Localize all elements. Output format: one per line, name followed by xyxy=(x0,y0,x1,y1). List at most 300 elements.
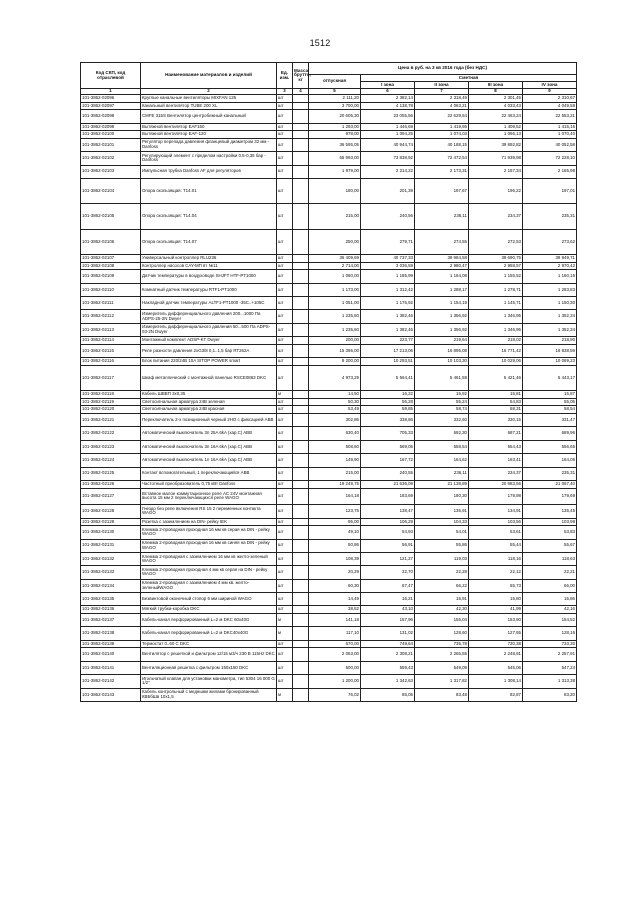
row-mass xyxy=(293,593,309,606)
row-release-price: 302,86 xyxy=(309,414,361,427)
row-zone-3-price: 2 301,45 xyxy=(469,95,523,103)
header-zone-1: I зона xyxy=(361,82,415,89)
row-zone-2-price: 1 356,92 xyxy=(415,310,469,323)
row-code: 101-3862-02096 xyxy=(81,95,141,103)
row-unit: шт xyxy=(277,123,293,131)
table-row xyxy=(81,566,577,579)
row-zone-2-price: 1 154,19 xyxy=(415,297,469,310)
row-unit: шт xyxy=(277,323,293,336)
table-row xyxy=(81,614,577,627)
row-code: 101-3862-02116 xyxy=(81,358,141,366)
row-zone-3-price: 178,98 xyxy=(469,488,523,505)
row-mass xyxy=(293,178,309,203)
row-mass xyxy=(293,131,309,139)
table-row xyxy=(81,178,577,203)
row-name: Вставное малое коммутационное реле AC 24V монтажная высота 15 мм 2 переключающихся реле WAGO xyxy=(141,488,277,505)
row-name: CMFE 315S Вентилятор центробежный канальный xyxy=(141,110,277,123)
row-name: Светосигнальная арматура 24В зеленая xyxy=(141,398,277,406)
row-name: Частотный преобразователь 0,75 кВт Danfoss xyxy=(141,480,277,488)
row-mass xyxy=(293,283,309,296)
row-zone-3-price: 330,15 xyxy=(469,414,523,427)
row-name: Измеритель дифференциального давления 200...1000 Па ADPS-25-2N Dwyer xyxy=(141,310,277,323)
table-row xyxy=(81,358,577,366)
row-release-price: 250,00 xyxy=(309,229,361,254)
table-row xyxy=(81,255,577,263)
row-zone-4-price: 1 160,15 xyxy=(523,270,577,283)
row-code: 101-3862-02138 xyxy=(81,627,141,640)
row-name: Опора скользящая: Т14.01 xyxy=(141,178,277,203)
row-mass xyxy=(293,391,309,399)
row-zone-1-price: 40 737,33 xyxy=(361,255,415,263)
row-mass xyxy=(293,337,309,345)
row-zone-3-price: 103,56 xyxy=(469,518,523,526)
row-zone-1-price: 157,96 xyxy=(361,614,415,627)
row-name: Канальный вентилятор TUBE 200 XL xyxy=(141,102,277,110)
row-unit: шт xyxy=(277,454,293,467)
row-mass xyxy=(293,467,309,480)
row-zone-3-price: 16 771,42 xyxy=(469,344,523,357)
row-zone-2-price: 155,04 xyxy=(415,614,469,627)
row-zone-3-price: 2 248,91 xyxy=(469,648,523,661)
row-zone-3-price: 134,91 xyxy=(469,505,523,518)
row-zone-4-price: 55,05 xyxy=(523,398,577,406)
row-zone-3-price: 20 983,56 xyxy=(469,480,523,488)
row-release-price: 978,00 xyxy=(309,131,361,139)
row-name: Блок питания 220/24В 10A SITOP POWER smart xyxy=(141,358,277,366)
row-unit: шт xyxy=(277,110,293,123)
row-zone-2-price: 1 164,08 xyxy=(415,270,469,283)
row-release-price: 200,00 xyxy=(309,337,361,345)
row-zone-1-price: 22,70 xyxy=(361,566,415,579)
row-zone-1-price: 73 838,92 xyxy=(361,152,415,165)
row-zone-3-price: 1 346,95 xyxy=(469,323,523,336)
row-code: 101-3862-02102 xyxy=(81,152,141,165)
row-zone-2-price: 549,09 xyxy=(415,661,469,674)
table-row xyxy=(81,661,577,674)
row-mass xyxy=(293,262,309,270)
row-release-price: 108,39 xyxy=(309,552,361,565)
table-row xyxy=(81,552,577,565)
row-mass xyxy=(293,358,309,366)
row-zone-4-price: 547,24 xyxy=(523,661,577,674)
row-zone-3-price: 127,65 xyxy=(469,627,523,640)
row-name: Датчик температуры в воздуховоде SHJFT HTF-PT1000 xyxy=(141,270,277,283)
row-zone-1-price: 2 308,21 xyxy=(361,648,415,661)
row-mass xyxy=(293,427,309,440)
row-code: 101-3862-02112 xyxy=(81,310,141,323)
row-code: 101-3862-02100 xyxy=(81,131,141,139)
row-zone-2-price: 2 318,49 xyxy=(415,95,469,103)
row-mass xyxy=(293,323,309,336)
row-name: Накладной датчик температуры ALTF1-PT1000 -35C..+105C xyxy=(141,297,277,310)
row-unit: шт xyxy=(277,365,293,390)
row-zone-2-price: 119,03 xyxy=(415,552,469,565)
row-release-price: 65 993,00 xyxy=(309,152,361,165)
row-mass xyxy=(293,566,309,579)
row-zone-2-price: 180,30 xyxy=(415,488,469,505)
row-zone-2-price: 332,60 xyxy=(415,414,469,427)
row-name: Автоматический выключатель 1п 16A 6kA (хар.C) ABB xyxy=(141,454,277,467)
row-release-price: 36 409,69 xyxy=(309,255,361,263)
row-name: Клемма 2-проводная с заземлением 16 мм кв желто-зеленый WAGO xyxy=(141,552,277,565)
row-release-price: 141,18 xyxy=(309,614,361,627)
table-row xyxy=(81,505,577,518)
row-zone-4-price: 40 052,58 xyxy=(523,138,577,151)
row-zone-3-price: 55,44 xyxy=(469,539,523,552)
row-unit: шт xyxy=(277,640,293,648)
row-zone-3-price: 687,21 xyxy=(469,427,523,440)
row-zone-1-price: 1 382,46 xyxy=(361,323,415,336)
row-code: 101-3862-02115 xyxy=(81,344,141,357)
row-zone-3-price: 39 690,75 xyxy=(469,255,523,263)
row-zone-4-price: 4 049,58 xyxy=(523,102,577,110)
row-name: Вентиляционная решетка с фильтром 150x150 DKC xyxy=(141,661,277,674)
row-code: 101-3862-02119 xyxy=(81,398,141,406)
row-release-price: 117,10 xyxy=(309,627,361,640)
row-unit: шт xyxy=(277,661,293,674)
row-zone-3-price: 39 892,82 xyxy=(469,138,523,151)
row-release-price: 36 595,05 xyxy=(309,138,361,151)
row-zone-4-price: 2 257,91 xyxy=(523,648,577,661)
row-zone-3-price: 71 939,98 xyxy=(469,152,523,165)
row-mass xyxy=(293,675,309,688)
row-mass xyxy=(293,102,309,110)
row-unit: шт xyxy=(277,262,293,270)
row-zone-2-price: 1 074,03 xyxy=(415,131,469,139)
row-zone-2-price: 1 317,82 xyxy=(415,675,469,688)
row-zone-1-price: 167,72 xyxy=(361,454,415,467)
row-zone-2-price: 692,30 xyxy=(415,427,469,440)
row-zone-2-price: 2 265,55 xyxy=(415,648,469,661)
row-zone-2-price: 2 980,47 xyxy=(415,262,469,270)
header-index: 8 xyxy=(469,89,523,95)
row-mass xyxy=(293,648,309,661)
row-unit: шт xyxy=(277,488,293,505)
row-zone-4-price: 179,69 xyxy=(523,488,577,505)
row-zone-1-price: 85,05 xyxy=(361,688,415,701)
row-zone-1-price: 121,27 xyxy=(361,552,415,565)
row-mass xyxy=(293,229,309,254)
row-zone-1-price: 1 382,46 xyxy=(361,310,415,323)
row-zone-3-price: 22 463,24 xyxy=(469,110,523,123)
row-zone-4-price: 72 228,10 xyxy=(523,152,577,165)
row-code: 101-3862-02104 xyxy=(81,178,141,203)
table-row xyxy=(81,539,577,552)
row-zone-4-price: 15,87 xyxy=(523,391,577,399)
row-unit: шт xyxy=(277,539,293,552)
row-name: Гнездо без реле включения RS 15 2 переменных контакта WAGO xyxy=(141,505,277,518)
row-name: Регулирующий элемент с пределом настройки 0.5-0,35 бар - Danfoss xyxy=(141,152,277,165)
row-zone-4-price: 10 069,23 xyxy=(523,358,577,366)
row-unit: шт xyxy=(277,310,293,323)
row-zone-1-price: 59,85 xyxy=(361,406,415,414)
row-code: 101-3862-02103 xyxy=(81,165,141,178)
row-zone-1-price: 1 094,25 xyxy=(361,131,415,139)
row-code: 101-3862-02128 xyxy=(81,505,141,518)
row-unit: шт xyxy=(277,138,293,151)
row-mass xyxy=(293,110,309,123)
table-row xyxy=(81,688,577,701)
table-row xyxy=(81,440,577,453)
row-release-price: 20,29 xyxy=(309,566,361,579)
row-name: Комнатный датчик температуры RTF1-PT1000 xyxy=(141,283,277,296)
row-release-price: 38,52 xyxy=(309,606,361,614)
row-zone-4-price: 164,06 xyxy=(523,454,577,467)
row-zone-1-price: 569,05 xyxy=(361,440,415,453)
row-zone-2-price: 5 461,59 xyxy=(415,365,469,390)
table-row xyxy=(81,323,577,336)
header-index: 3 xyxy=(277,89,293,95)
row-code: 101-3862-02137 xyxy=(81,614,141,627)
table-row xyxy=(81,165,577,178)
table-row xyxy=(81,95,577,103)
row-zone-1-price: 67,47 xyxy=(361,579,415,592)
row-release-price: 1 293,00 xyxy=(309,123,361,131)
row-code: 101-3862-02136 xyxy=(81,606,141,614)
row-zone-4-price: 1 415,16 xyxy=(523,123,577,131)
table-header xyxy=(81,63,577,95)
row-mass xyxy=(293,579,309,592)
row-zone-2-price: 4 063,21 xyxy=(415,102,469,110)
table-row xyxy=(81,123,577,131)
row-zone-3-price: 1 155,52 xyxy=(469,270,523,283)
row-zone-2-price: 40 188,15 xyxy=(415,138,469,151)
table-row xyxy=(81,270,577,283)
row-release-price: 14,50 xyxy=(309,391,361,399)
row-mass xyxy=(293,255,309,263)
row-name: Кабель ШВВП 3x0,35 xyxy=(141,391,277,399)
row-mass xyxy=(293,606,309,614)
table-row xyxy=(81,627,577,640)
table-row xyxy=(81,488,577,505)
row-name: Кабель-канал перфорированный L=2 м DKC40x40G xyxy=(141,627,277,640)
row-zone-3-price: 1 145,71 xyxy=(469,297,523,310)
row-mass xyxy=(293,614,309,627)
row-zone-2-price: 15,92 xyxy=(415,391,469,399)
table-row xyxy=(81,110,577,123)
row-zone-3-price: 1 409,52 xyxy=(469,123,523,131)
row-zone-1-price: 749,64 xyxy=(361,640,415,648)
row-zone-3-price: 1 346,95 xyxy=(469,310,523,323)
row-release-price: 2 111,20 xyxy=(309,95,361,103)
row-zone-2-price: 558,54 xyxy=(415,440,469,453)
row-zone-1-price: 1 175,92 xyxy=(361,297,415,310)
row-release-price: 50,86 xyxy=(309,539,361,552)
row-code: 101-3862-02125 xyxy=(81,467,141,480)
row-name: Кабель-канал перфорированный L=2 м DKC 60x40G xyxy=(141,614,277,627)
row-unit: шт xyxy=(277,131,293,139)
row-unit: шт xyxy=(277,675,293,688)
row-name: Светосигнальная арматура 24В красная xyxy=(141,406,277,414)
row-unit: шт xyxy=(277,552,293,565)
row-zone-4-price: 733,30 xyxy=(523,640,577,648)
row-unit: шт xyxy=(277,579,293,592)
table-row xyxy=(81,391,577,399)
row-code: 101-3862-02107 xyxy=(81,255,141,263)
row-zone-3-price: 10 029,06 xyxy=(469,358,523,366)
row-zone-2-price: 1 356,92 xyxy=(415,323,469,336)
row-code: 101-3862-02110 xyxy=(81,283,141,296)
row-zone-2-price: 236,11 xyxy=(415,204,469,229)
header-code: Код СКП, код отраслевой xyxy=(81,63,141,89)
header-mass: Масса брутто, кг xyxy=(293,63,309,89)
row-zone-3-price: 1 066,13 xyxy=(469,131,523,139)
row-release-price: 15 395,00 xyxy=(309,344,361,357)
price-sheet xyxy=(80,62,576,702)
row-zone-4-price: 16 838,59 xyxy=(523,344,577,357)
row-unit: шт xyxy=(277,427,293,440)
row-zone-2-price: 55,24 xyxy=(415,398,469,406)
price-table xyxy=(80,62,577,702)
row-unit: шт xyxy=(277,526,293,539)
table-row xyxy=(81,283,577,296)
row-zone-1-price: 1 185,99 xyxy=(361,270,415,283)
row-zone-1-price: 10 293,51 xyxy=(361,358,415,366)
row-unit: шт xyxy=(277,467,293,480)
header-index: 4 xyxy=(293,89,309,95)
row-name: Опора скользящая: Т14.07 xyxy=(141,229,277,254)
row-mass xyxy=(293,95,309,103)
row-zone-2-price: 21 138,89 xyxy=(415,480,469,488)
row-mass xyxy=(293,297,309,310)
row-mass xyxy=(293,552,309,565)
row-zone-2-price: 197,67 xyxy=(415,178,469,203)
row-zone-1-price: 56,28 xyxy=(361,398,415,406)
row-zone-4-price: 1 352,34 xyxy=(523,310,577,323)
row-zone-3-price: 1 278,71 xyxy=(469,283,523,296)
row-release-price: 123,75 xyxy=(309,505,361,518)
row-mass xyxy=(293,539,309,552)
row-unit: шт xyxy=(277,480,293,488)
row-code: 101-3862-02118 xyxy=(81,391,141,399)
row-zone-1-price: 106,29 xyxy=(361,518,415,526)
row-release-price: 9 200,00 xyxy=(309,358,361,366)
row-zone-4-price: 556,65 xyxy=(523,440,577,453)
row-unit: м xyxy=(277,627,293,640)
row-zone-3-price: 272,53 xyxy=(469,229,523,254)
table-row xyxy=(81,606,577,614)
row-zone-3-price: 2 958,57 xyxy=(469,262,523,270)
row-unit: шт xyxy=(277,358,293,366)
row-zone-3-price: 2 157,34 xyxy=(469,165,523,178)
row-code: 101-3862-02129 xyxy=(81,518,141,526)
table-row xyxy=(81,398,577,406)
row-name: Клемма 2-проводная с заземлением 4 мм кв. желто-зеленыйWAGO xyxy=(141,579,277,592)
row-zone-1-price: 54,93 xyxy=(361,526,415,539)
row-name: Измеритель дифференциального давления 50...500 Па ADPS-03-2N Dwyer xyxy=(141,323,277,336)
row-zone-1-price: 1 342,63 xyxy=(361,675,415,688)
row-mass xyxy=(293,344,309,357)
row-release-price: 670,00 xyxy=(309,640,361,648)
row-mass xyxy=(293,518,309,526)
header-zone-4: IV зона xyxy=(523,82,577,89)
row-zone-2-price: 2 173,31 xyxy=(415,165,469,178)
row-zone-2-price: 22,28 xyxy=(415,566,469,579)
row-release-price: 1 200,00 xyxy=(309,675,361,688)
table-body xyxy=(81,95,577,702)
row-mass xyxy=(293,440,309,453)
row-unit: м xyxy=(277,688,293,701)
row-code: 101-3862-02135 xyxy=(81,593,141,606)
row-zone-2-price: 1 419,95 xyxy=(415,123,469,131)
row-zone-3-price: 153,90 xyxy=(469,614,523,627)
row-mass xyxy=(293,165,309,178)
row-zone-1-price: 240,56 xyxy=(361,204,415,229)
table-row xyxy=(81,518,577,526)
row-unit: шт xyxy=(277,229,293,254)
row-zone-3-price: 730,38 xyxy=(469,640,523,648)
row-zone-2-price: 219,64 xyxy=(415,337,469,345)
row-release-price: 215,00 xyxy=(309,204,361,229)
row-zone-2-price: 42,30 xyxy=(415,606,469,614)
row-code: 101-3862-02105 xyxy=(81,204,141,229)
row-zone-1-price: 21 536,09 xyxy=(361,480,415,488)
row-mass xyxy=(293,488,309,505)
row-zone-4-price: 273,62 xyxy=(523,229,577,254)
row-code: 101-3862-02117 xyxy=(81,365,141,390)
row-zone-1-price: 201,39 xyxy=(361,178,415,203)
row-zone-4-price: 103,98 xyxy=(523,518,577,526)
row-code: 101-3862-02133 xyxy=(81,566,141,579)
row-zone-1-price: 1 446,69 xyxy=(361,123,415,131)
row-mass xyxy=(293,152,309,165)
header-index: 2 xyxy=(141,89,277,95)
row-zone-4-price: 15,86 xyxy=(523,593,577,606)
row-code: 101-3862-02130 xyxy=(81,526,141,539)
row-unit: шт xyxy=(277,337,293,345)
row-code: 101-3862-02111 xyxy=(81,297,141,310)
row-zone-4-price: 53,83 xyxy=(523,526,577,539)
header-name: Наименование материалов и изделий xyxy=(141,63,277,89)
row-zone-2-price: 58,74 xyxy=(415,406,469,414)
header-index: 7 xyxy=(415,89,469,95)
table-row xyxy=(81,579,577,592)
row-code: 101-3862-02108 xyxy=(81,262,141,270)
row-unit: шт xyxy=(277,505,293,518)
row-release-price: 2 714,00 xyxy=(309,262,361,270)
header-zone-3: III зона xyxy=(469,82,523,89)
row-zone-3-price: 1 308,14 xyxy=(469,675,523,688)
row-zone-4-price: 22 553,21 xyxy=(523,110,577,123)
table-row xyxy=(81,262,577,270)
row-zone-1-price: 17 213,06 xyxy=(361,344,415,357)
row-zone-3-price: 554,43 xyxy=(469,440,523,453)
row-mass xyxy=(293,526,309,539)
table-row xyxy=(81,297,577,310)
row-zone-3-price: 22,12 xyxy=(469,566,523,579)
row-release-price: 60,30 xyxy=(309,579,361,592)
row-unit: шт xyxy=(277,204,293,229)
row-zone-2-price: 16 895,08 xyxy=(415,344,469,357)
row-code: 101-3862-02121 xyxy=(81,414,141,427)
row-zone-3-price: 234,37 xyxy=(469,204,523,229)
row-zone-2-price: 54,01 xyxy=(415,526,469,539)
table-row xyxy=(81,152,577,165)
row-code: 101-3862-02122 xyxy=(81,427,141,440)
row-zone-1-price: 3 036,59 xyxy=(361,262,415,270)
row-code: 101-3862-02123 xyxy=(81,440,141,453)
row-zone-2-price: 735,78 xyxy=(415,640,469,648)
row-zone-2-price: 83,48 xyxy=(415,688,469,701)
row-zone-4-price: 1 283,83 xyxy=(523,283,577,296)
table-row xyxy=(81,337,577,345)
row-name: Кабель контрольный с медными жилами бронированный КВБбШв 10x1,5 xyxy=(141,688,277,701)
row-zone-1-price: 16,21 xyxy=(361,593,415,606)
row-zone-1-price: 2 214,22 xyxy=(361,165,415,178)
row-release-price: 500,00 xyxy=(309,661,361,674)
row-name: Вытяжной вентилятор EAF150 xyxy=(141,123,277,131)
row-unit: м xyxy=(277,391,293,399)
